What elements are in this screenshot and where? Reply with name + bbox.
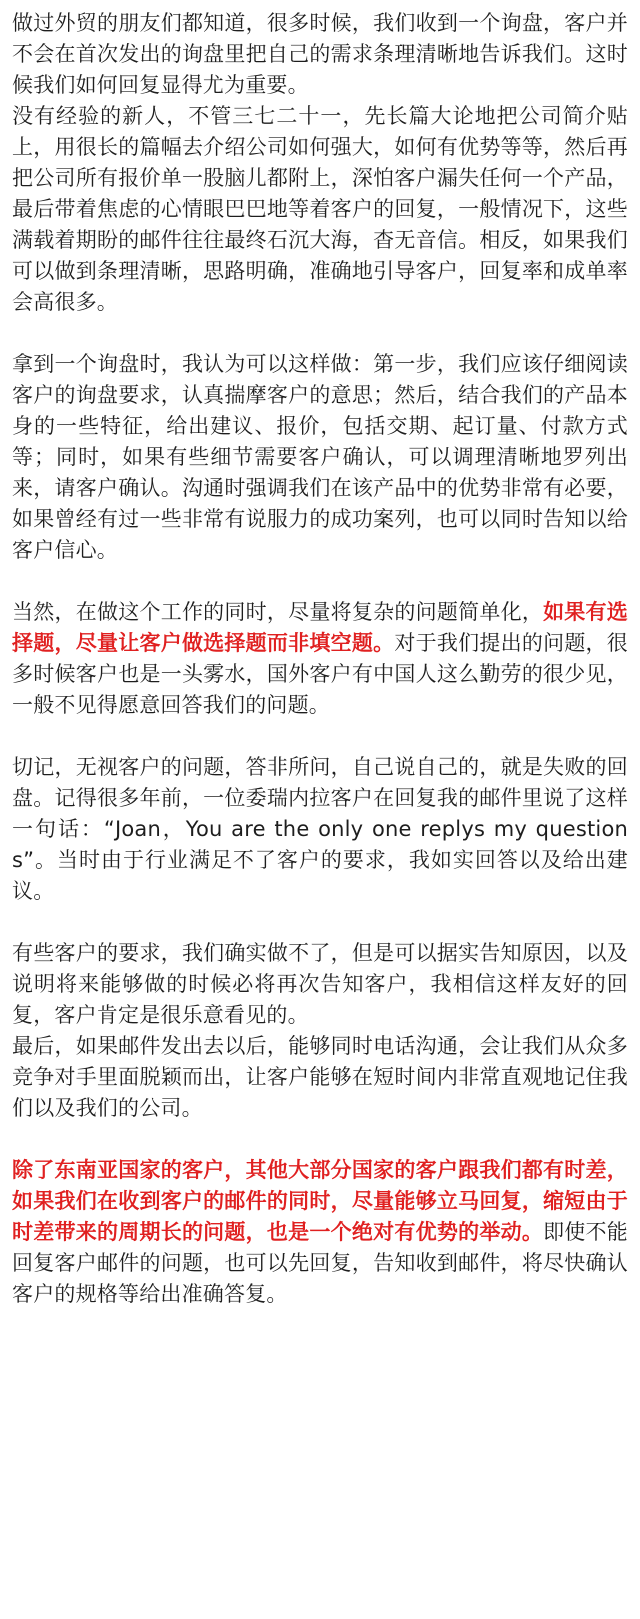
paragraph-remember: 切记，无视客户的问题，答非所问，自己说自己的，就是失败的回盘。记得很多年前，一位委瑞内拉客户在回复我的邮件里说了这样一句话：“Joan，You are the only one replys my questions”。当时由于行业满足不了客户的要求，我如实回答以及给出建议。 (12, 755, 628, 903)
paragraph-time-difference-rest: 即使不能回复客户邮件的问题，也可以先回复，告知收到邮件，将尽快确认客户的规格等给出准确答复。 (12, 1220, 628, 1306)
paragraph-time-difference (12, 1155, 628, 1310)
highlight-multiple-choice: 如果有选择题，尽量让客户做选择题而非填空题。 (12, 600, 628, 655)
paragraph-intro: 做过外贸的朋友们都知道，很多时候，我们收到一个询盘，客户并不会在首次发出的询盘里把自己的需求条理清晰地告诉我们。这时候我们如何回复显得尤为重要。 (12, 11, 628, 97)
paragraph-newcomer-mistakes: 没有经验的新人，不管三七二十一，先长篇大论地把公司简介贴上，用很长的篇幅去介绍公司如何强大，如何有优势等等，然后再把公司所有报价单一股脑儿都附上，深怕客户漏失任何一个产品，最后带着焦虑的心情眼巴巴地等着客户的回复，一般情况下，这些满载着期盼的邮件往往最终石沉大海，杳无音信。相反，如果我们可以做到条理清晰，思路明确，准确地引导客户，回复率和成单率会高很多。 (12, 104, 628, 314)
paragraph-simplify (12, 597, 628, 721)
paragraph-spacer (12, 566, 628, 597)
paragraph-phone-followup: 最后，如果邮件发出去以后，能够同时电话沟通，会让我们从众多竞争对手里面脱颖而出，让客户能够在短时间内非常直观地记住我们以及我们的公司。 (12, 1034, 628, 1120)
paragraph-steps: 拿到一个询盘时，我认为可以这样做：第一步，我们应该仔细阅读客户的询盘要求，认真揣摩客户的意思；然后，结合我们的产品本身的一些特征，给出建议、报价，包括交期、起订量、付款方式等；同时，如果有些细节需要客户确认，可以调理清晰地罗列出来，请客户确认。沟通时强调我们在该产品中的优势非常有必要，如果曾经有过一些非常有说服力的成功案列，也可以同时告知以给客户信心。 (12, 352, 628, 562)
paragraph-spacer (12, 318, 628, 349)
paragraph-spacer (12, 907, 628, 938)
paragraph-honest-reply: 有些客户的要求，我们确实做不了，但是可以据实告知原因，以及说明将来能够做的时候必将再次告知客户，我相信这样友好的回复，客户肯定是很乐意看见的。 (12, 941, 628, 1027)
highlight-reply-quickly: 除了东南亚国家的客户，其他大部分国家的客户跟我们都有时差，如果我们在收到客户的邮件的同时，尽量能够立马回复，缩短由于时差带来的周期长的问题，也是一个绝对有优势的举动。 (12, 1158, 628, 1244)
paragraph-simplify-lead: 当然，在做这个工作的同时，尽量将复杂的问题简单化， (12, 600, 544, 624)
paragraph-simplify-rest: 对于我们提出的问题，很多时候客户也是一头雾水，国外客户有中国人这么勤劳的很少见，一般不见得愿意回答我们的问题。 (12, 631, 628, 717)
paragraph-spacer (12, 721, 628, 752)
paragraph-spacer (12, 1124, 628, 1155)
